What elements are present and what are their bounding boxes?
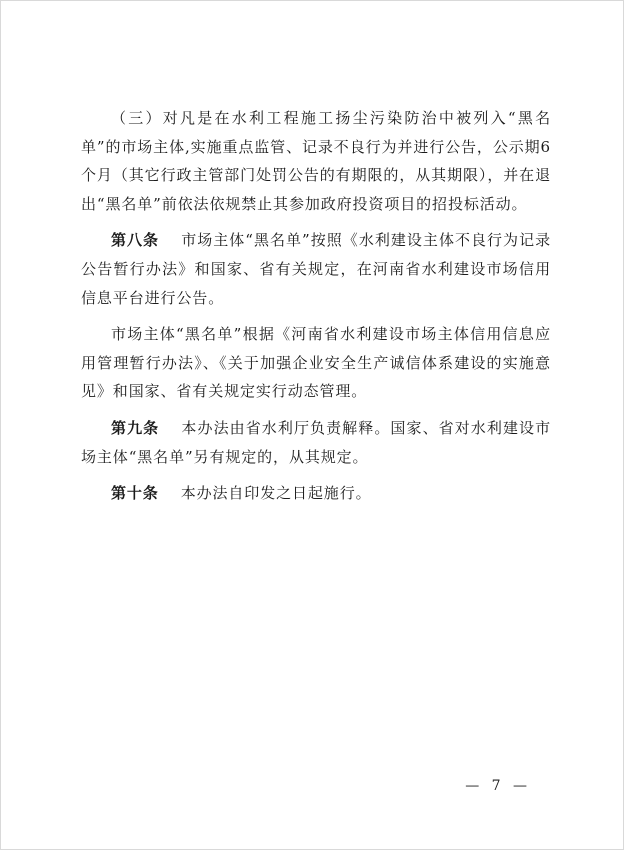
article-text: 本办法自印发之日起施行。 [180, 484, 372, 503]
paragraph-text: （三）对凡是在水利工程施工扬尘污染防治中被列入“黑名单”的市场主体,实施重点监管、记录不良行为并进行公告，公示期6个月（其它行政主管部门处罚公告的有期限的，从其期限），并在退出“黑名单”前依法依规禁止其参加政府投资项目的招投标活动。 [81, 109, 551, 213]
article-heading: 第九条 [111, 418, 160, 437]
paragraph-blacklist-management [81, 320, 551, 406]
article-heading: 第八条 [111, 231, 160, 250]
article-text: 市场主体“黑名单”按照《水利建设主体不良行为记录公告暂行办法》和国家、省有关规定，在河南省水利建设市场信用信息平台进行公告。 [81, 231, 551, 307]
paragraph-text: 市场主体“黑名单”根据《河南省水利建设市场主体信用信息应用管理暂行办法》、《关于加强企业安全生产诚信体系建设的实施意见》和国家、省有关规定实行动态管理。 [81, 325, 551, 401]
article-text: 本办法由省水利厅负责解释。国家、省对水利建设市场主体“黑名单”另有规定的，从其规定。 [81, 418, 552, 466]
document-body [81, 104, 551, 508]
paragraph-item-three [81, 104, 551, 218]
article-heading: 第十条 [111, 484, 159, 503]
article-ten [81, 479, 551, 508]
article-nine [81, 414, 551, 471]
page-number: — 7 — [465, 778, 531, 794]
article-eight [81, 226, 551, 312]
